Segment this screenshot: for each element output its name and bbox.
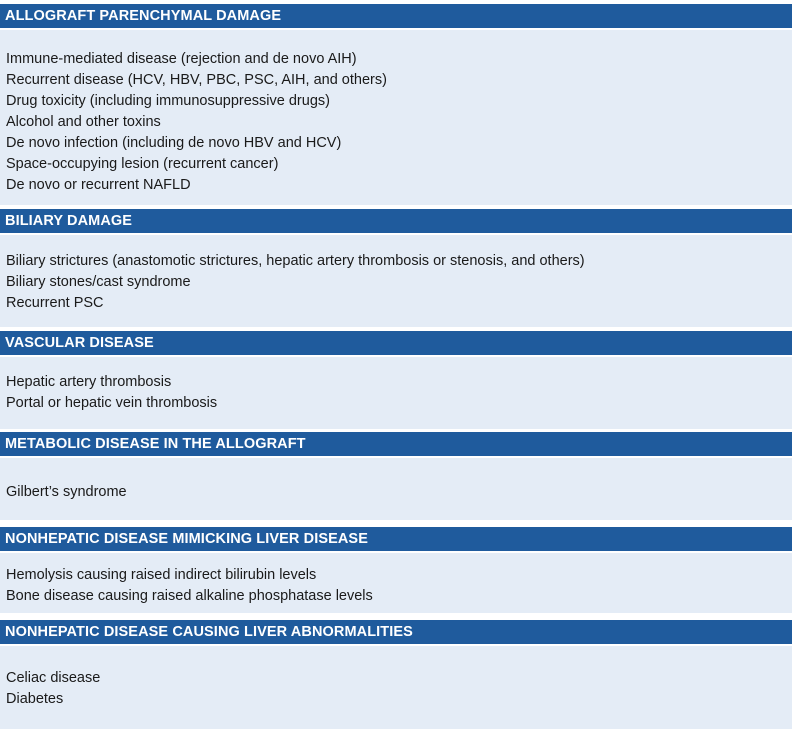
list-item: Hepatic artery thrombosis	[6, 374, 172, 390]
list-item: Drug toxicity (including immunosuppressive drugs)	[6, 93, 330, 109]
list-item: Celiac disease	[6, 670, 101, 686]
list-item: Biliary stones/cast syndrome	[6, 274, 191, 290]
section-heading: NONHEPATIC DISEASE CAUSING LIVER ABNORMALITIES	[0, 620, 792, 644]
section-body	[0, 553, 792, 613]
list-item: Biliary strictures (anastomotic strictures, hepatic artery thrombosis or stenosis, and others)	[6, 253, 585, 269]
section-heading: ALLOGRAFT PARENCHYMAL DAMAGE	[0, 4, 792, 28]
list-item: De novo or recurrent NAFLD	[6, 177, 191, 193]
list-item: Immune-mediated disease (rejection and de novo AIH)	[6, 51, 357, 67]
section-body	[0, 357, 792, 429]
section-heading: NONHEPATIC DISEASE MIMICKING LIVER DISEASE	[0, 527, 792, 551]
section-body	[0, 235, 792, 327]
list-item: Recurrent PSC	[6, 295, 104, 311]
section-heading: BILIARY DAMAGE	[0, 209, 792, 233]
section-heading: VASCULAR DISEASE	[0, 331, 792, 355]
list-item: Gilbert’s syndrome	[6, 484, 127, 500]
section-heading: METABOLIC DISEASE IN THE ALLOGRAFT	[0, 432, 792, 456]
list-item: Recurrent disease (HCV, HBV, PBC, PSC, AIH, and others)	[6, 72, 387, 88]
section-body	[0, 458, 792, 520]
list-item: Diabetes	[6, 691, 64, 707]
list-item: Space-occupying lesion (recurrent cancer)	[6, 156, 279, 172]
list-item: Bone disease causing raised alkaline phosphatase levels	[6, 588, 373, 604]
list-item: Portal or hepatic vein thrombosis	[6, 395, 218, 411]
section-body	[0, 30, 792, 205]
list-item: De novo infection (including de novo HBV and HCV)	[6, 135, 342, 151]
section-body	[0, 646, 792, 729]
list-item: Alcohol and other toxins	[6, 114, 161, 130]
list-item: Hemolysis causing raised indirect bilirubin levels	[6, 567, 317, 583]
